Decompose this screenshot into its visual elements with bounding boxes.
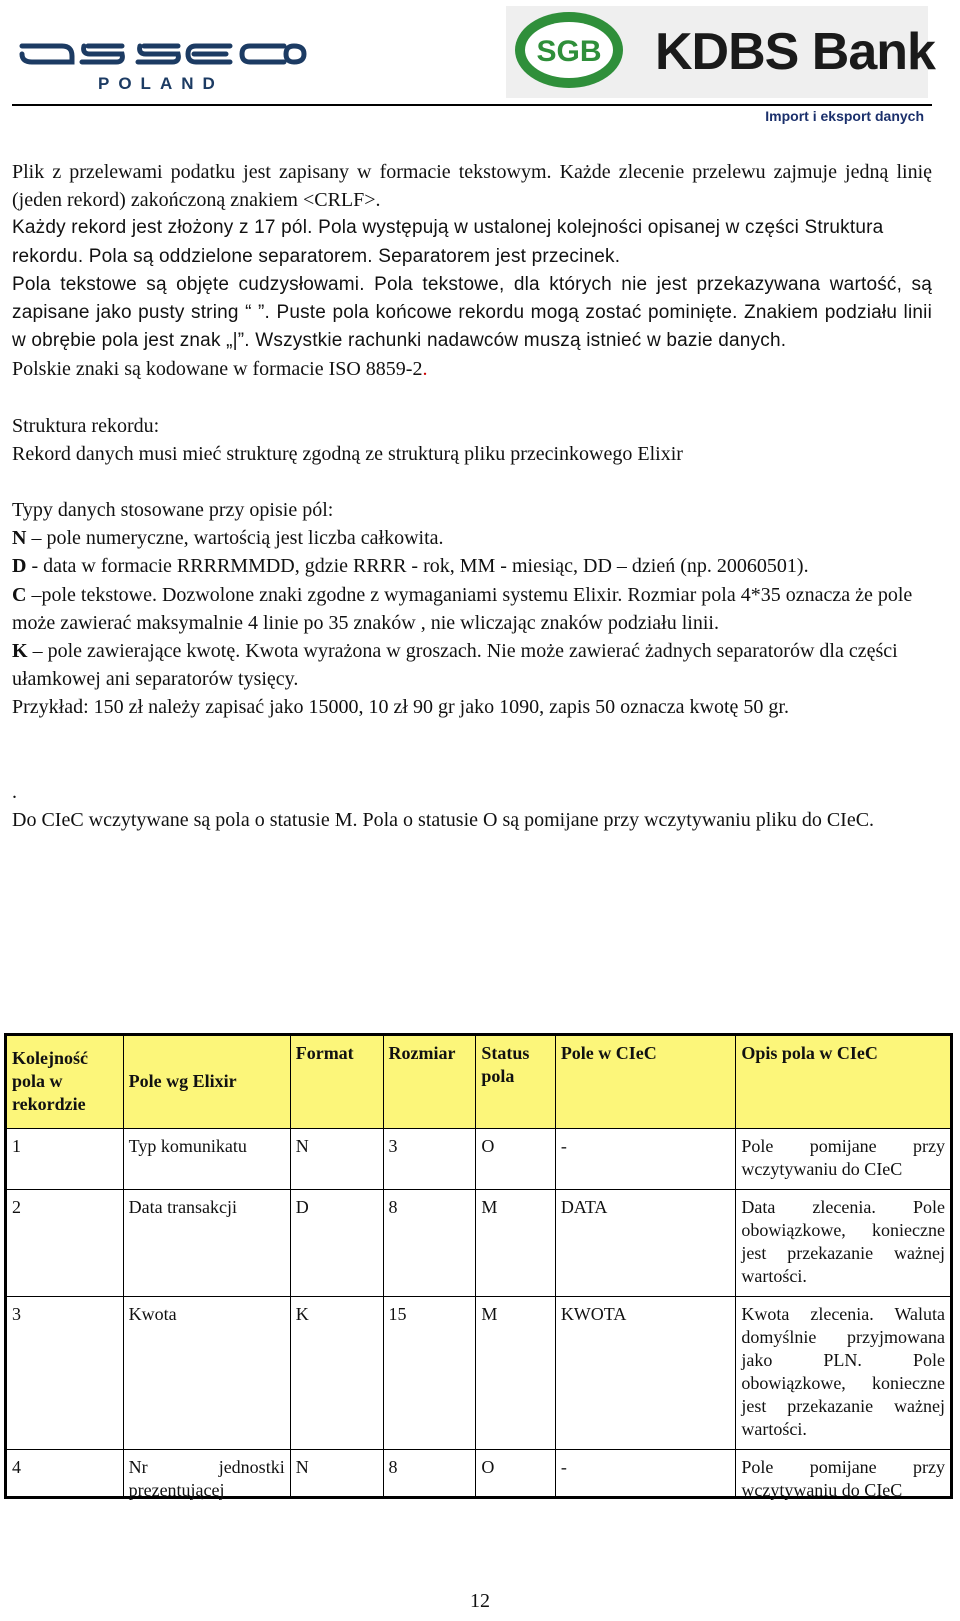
page-header (0, 0, 960, 130)
cell-format: K (290, 1297, 383, 1450)
col-header-status: Status pola (476, 1035, 555, 1129)
types-heading: Typy danych stosowane przy opisie pól: (12, 499, 334, 522)
cell-elixir-field: Data transakcji (123, 1190, 290, 1297)
col-header-elixir-field: Pole wg Elixir (123, 1035, 290, 1129)
intro-paragraph-4 (12, 355, 932, 383)
type-k-text: – pole zawierające kwotę. Kwota wyrażona w groszach. Nie może zawierać żadnych separatorów dla części ułamkowej ani separatorów tysięcy. (12, 640, 898, 691)
structure-heading: Struktura rekordu: (12, 414, 160, 437)
cell-description: Kwota zlecenia. Waluta domyślnie przyjmowana jako PLN. Pole obowiązkowe, konieczne jest przekazanie ważnej wartości. (736, 1297, 952, 1450)
cell-format: N (290, 1129, 383, 1190)
cell-elixir-field: Kwota (123, 1297, 290, 1450)
cell-order: 4 (6, 1450, 124, 1498)
sgb-logo (510, 8, 628, 92)
status-note: Do CIeC wczytywane są pola o statusie M. Pola o statusie O są pomijane przy wczytywaniu pliku do CIeC. (12, 808, 875, 831)
table-row (6, 1297, 952, 1450)
cell-elixir-field: Typ komunikatu (123, 1129, 290, 1190)
status-dot: . (12, 780, 17, 803)
col-header-format: Format (290, 1035, 383, 1129)
cell-description-text: Pole pomijane przy wczytywaniu do CIeC (741, 1457, 945, 1500)
intro-paragraph-1: Plik z przelewami podatku jest zapisany w formacie tekstowym. Każde zlecenie przelewu zajmuje jedną linię (jeden rekord) zakończoną znakiem <CRLF>. (12, 161, 932, 212)
type-d-key: D (12, 555, 27, 578)
cell-format: D (290, 1190, 383, 1297)
cell-elixir-field (123, 1450, 290, 1498)
col-header-order: Kolejność pola w rekordzie (6, 1035, 124, 1129)
cell-size: 8 (383, 1450, 476, 1498)
cell-format: N (290, 1450, 383, 1498)
asseco-logo-subtitle: POLAND (98, 74, 224, 93)
type-n-key: N (12, 527, 27, 550)
type-n-text: – pole numeryczne, wartością jest liczba całkowita. (26, 527, 444, 550)
cell-order: 1 (6, 1129, 124, 1190)
page-number: 12 (470, 1590, 490, 1612)
intro-paragraph-2: Każdy rekord jest złożony z 17 pól. Pola występują w ustalonej kolejności opisanej w części Struktura rekordu. Pola są oddzielone separatorem. Separatorem jest przecinek. (12, 217, 884, 267)
cell-status: O (476, 1450, 555, 1498)
cell-description: Data zlecenia. Pole obowiązkowe, konieczne jest przekazanie ważnej wartości. (736, 1190, 952, 1297)
document-body (12, 158, 932, 834)
spacer (12, 468, 932, 496)
col-header-size: Rozmiar (383, 1035, 476, 1129)
table-row (6, 1190, 952, 1297)
header-caption: Import i eksport danych (765, 108, 924, 124)
header-rule (12, 104, 932, 106)
col-header-ciec-field: Pole w CIeC (555, 1035, 736, 1129)
cell-ciec-field: DATA (555, 1190, 736, 1297)
cell-status: O (476, 1129, 555, 1190)
type-n (12, 524, 932, 552)
intro-paragraph-3: Pola tekstowe są objęte cudzysłowami. Pola tekstowe, dla których nie jest przekazywana wartość, są zapisane jako pusty string “ ”. Puste pola końcowe rekordu mogą zostać pominięte. Znakiem podziału linii w obrębie pola jest znak „|”. Wszystkie rachunki nadawców muszą istnieć w bazie danych. (12, 273, 932, 352)
cell-ciec-field: - (555, 1450, 736, 1498)
cell-size: 15 (383, 1297, 476, 1450)
col-header-ciec-description: Opis pola w CIeC (736, 1035, 952, 1129)
type-d-text: - data w formacie RRRRMMDD, gdzie RRRR - rok, MM - miesiąc, DD – dzień (np. 20060501). (26, 555, 809, 578)
cell-size: 3 (383, 1129, 476, 1190)
cell-description: Pole pomijane przy wczytywaniu do CIeC (736, 1129, 952, 1190)
cell-status: M (476, 1297, 555, 1450)
cell-status: M (476, 1190, 555, 1297)
amount-example: Przykład: 150 zł należy zapisać jako 15000, 10 zł 90 gr jako 1090, zapis 50 oznacza kwotę 50 gr. (12, 696, 789, 719)
type-c-text: –pole tekstowe. Dozwolone znaki zgodne z wymaganiami systemu Elixir. Rozmiar pola 4*35 oznacza że pole może zawierać maksymalnie 4 linie po 35 znaków , nie wliczając znaków podziału linii. (12, 583, 913, 634)
encoding-note: Polskie znaki są kodowane w formacie ISO 8859-2 (12, 358, 423, 381)
svg-text:SGB: SGB (536, 35, 602, 68)
table-header-row (6, 1035, 952, 1129)
table-row (6, 1129, 952, 1190)
cell-ciec-field: - (555, 1129, 736, 1190)
type-k (12, 637, 932, 693)
fields-table (4, 1033, 953, 1499)
cell-elixir-field-text: Nr jednostki prezentującej (128, 1457, 285, 1500)
kdbs-bank-name: KDBS Bank (655, 23, 935, 81)
cell-order: 3 (6, 1297, 124, 1450)
type-c (12, 581, 932, 637)
type-c-key: C (12, 583, 27, 606)
cell-order: 2 (6, 1190, 124, 1297)
spacer (12, 384, 932, 412)
cell-description (736, 1450, 952, 1498)
structure-text: Rekord danych musi mieć strukturę zgodną ze strukturą pliku przecinkowego Elixir (12, 442, 683, 465)
encoding-note-end: . (422, 358, 428, 381)
cell-size: 8 (383, 1190, 476, 1297)
type-d (12, 552, 932, 580)
cell-ciec-field: KWOTA (555, 1297, 736, 1450)
spacer (12, 722, 932, 778)
table-row (6, 1450, 952, 1498)
type-k-key: K (12, 640, 28, 663)
